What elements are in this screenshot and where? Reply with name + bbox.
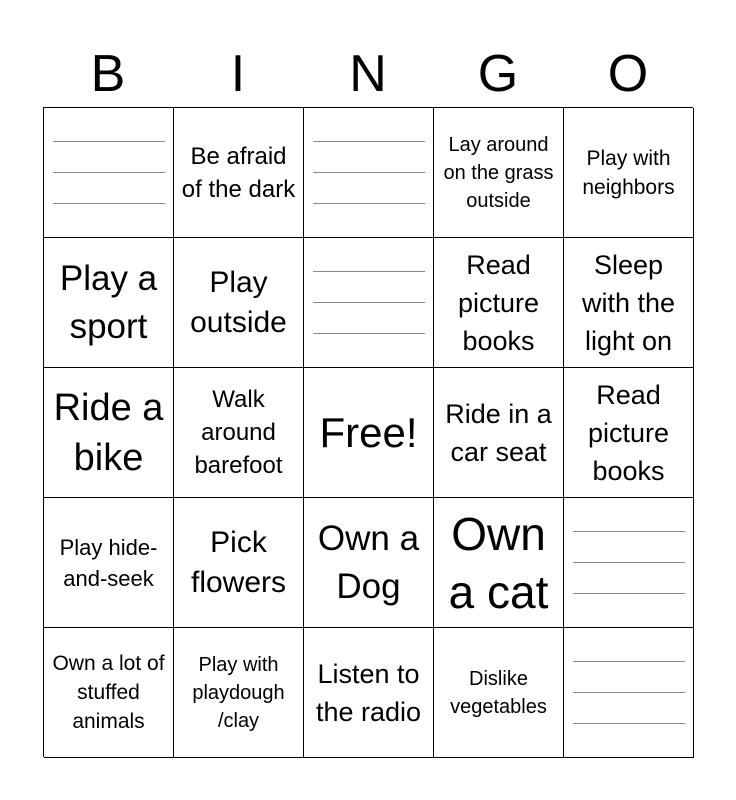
write-in-lines (48, 126, 169, 219)
bingo-header (43, 40, 693, 108)
bingo-cell-text: Pick flowers (190, 525, 287, 599)
bingo-cell[interactable] (304, 628, 434, 758)
bingo-cell-text: Play a sport (59, 258, 158, 346)
bingo-cell-text: Play with neighbors (582, 146, 675, 199)
bingo-cell[interactable] (44, 238, 174, 368)
bingo-cell[interactable] (564, 238, 694, 368)
bingo-cell[interactable] (44, 498, 174, 628)
write-in-line (53, 141, 165, 142)
write-in-line (573, 593, 685, 594)
bingo-cell[interactable] (564, 108, 694, 238)
write-in-line (53, 172, 165, 173)
bingo-cell[interactable] (434, 498, 564, 628)
write-in-line (573, 692, 685, 693)
bingo-cell[interactable] (434, 108, 564, 238)
bingo-cell-text: Free! (319, 408, 418, 456)
bingo-cell-text: Own a Dog (317, 518, 420, 606)
write-in-line (313, 333, 425, 334)
bingo-cell[interactable] (44, 368, 174, 498)
bingo-cell[interactable] (174, 368, 304, 498)
write-in-line (313, 172, 425, 173)
bingo-cell-blank[interactable] (564, 628, 694, 758)
bingo-cell-blank[interactable] (564, 498, 694, 628)
bingo-cell-text: Listen to the radio (315, 658, 422, 727)
bingo-cell[interactable] (434, 238, 564, 368)
bingo-cell-text: Own a lot of stuffed animals (52, 652, 165, 733)
bingo-cell-text: Sleep with the light on (581, 249, 676, 356)
bingo-cell-text: Read picture books (457, 249, 540, 356)
bingo-cell-text: Own a cat (448, 507, 549, 618)
header-letter-g: G (477, 45, 519, 103)
bingo-cell[interactable] (304, 368, 434, 498)
bingo-cell-text: Ride in a car seat (445, 398, 552, 467)
bingo-cell-text: Be afraid of the dark (181, 142, 296, 203)
write-in-lines (568, 646, 689, 739)
bingo-cell-blank[interactable] (304, 238, 434, 368)
bingo-cell[interactable] (564, 368, 694, 498)
bingo-cell[interactable] (434, 628, 564, 758)
write-in-line (573, 723, 685, 724)
bingo-cell-text: Play hide-and-seek (59, 534, 158, 591)
bingo-cell-text: Walk around barefoot (194, 386, 283, 479)
write-in-line (313, 203, 425, 204)
write-in-line (313, 271, 425, 272)
header-letter-o: O (607, 45, 649, 103)
bingo-cell-blank[interactable] (44, 108, 174, 238)
bingo-cell[interactable] (174, 628, 304, 758)
bingo-cell-blank[interactable] (304, 108, 434, 238)
write-in-lines (308, 256, 429, 349)
write-in-lines (568, 516, 689, 609)
bingo-cell-text: Read picture books (587, 379, 670, 486)
bingo-cell[interactable] (304, 498, 434, 628)
write-in-line (313, 141, 425, 142)
bingo-cell[interactable] (174, 108, 304, 238)
write-in-line (573, 562, 685, 563)
header-letter-b: B (90, 45, 126, 103)
bingo-cell[interactable] (174, 238, 304, 368)
write-in-lines (308, 126, 429, 219)
bingo-cell-text: Lay around on the grass outside (443, 133, 554, 212)
write-in-line (53, 203, 165, 204)
header-letter-i: I (230, 45, 246, 103)
bingo-board (43, 107, 693, 757)
bingo-cell-text: Play outside (190, 265, 287, 339)
bingo-cell[interactable] (434, 368, 564, 498)
bingo-cell[interactable] (44, 628, 174, 758)
bingo-cell[interactable] (174, 498, 304, 628)
header-letter-n: N (349, 45, 387, 103)
bingo-cell-text: Dislike vegetables (450, 667, 547, 718)
bingo-cell-text: Ride a bike (53, 386, 164, 479)
write-in-line (573, 661, 685, 662)
write-in-line (573, 531, 685, 532)
write-in-line (313, 302, 425, 303)
bingo-cell-text: Play with playdough /clay (192, 653, 285, 732)
